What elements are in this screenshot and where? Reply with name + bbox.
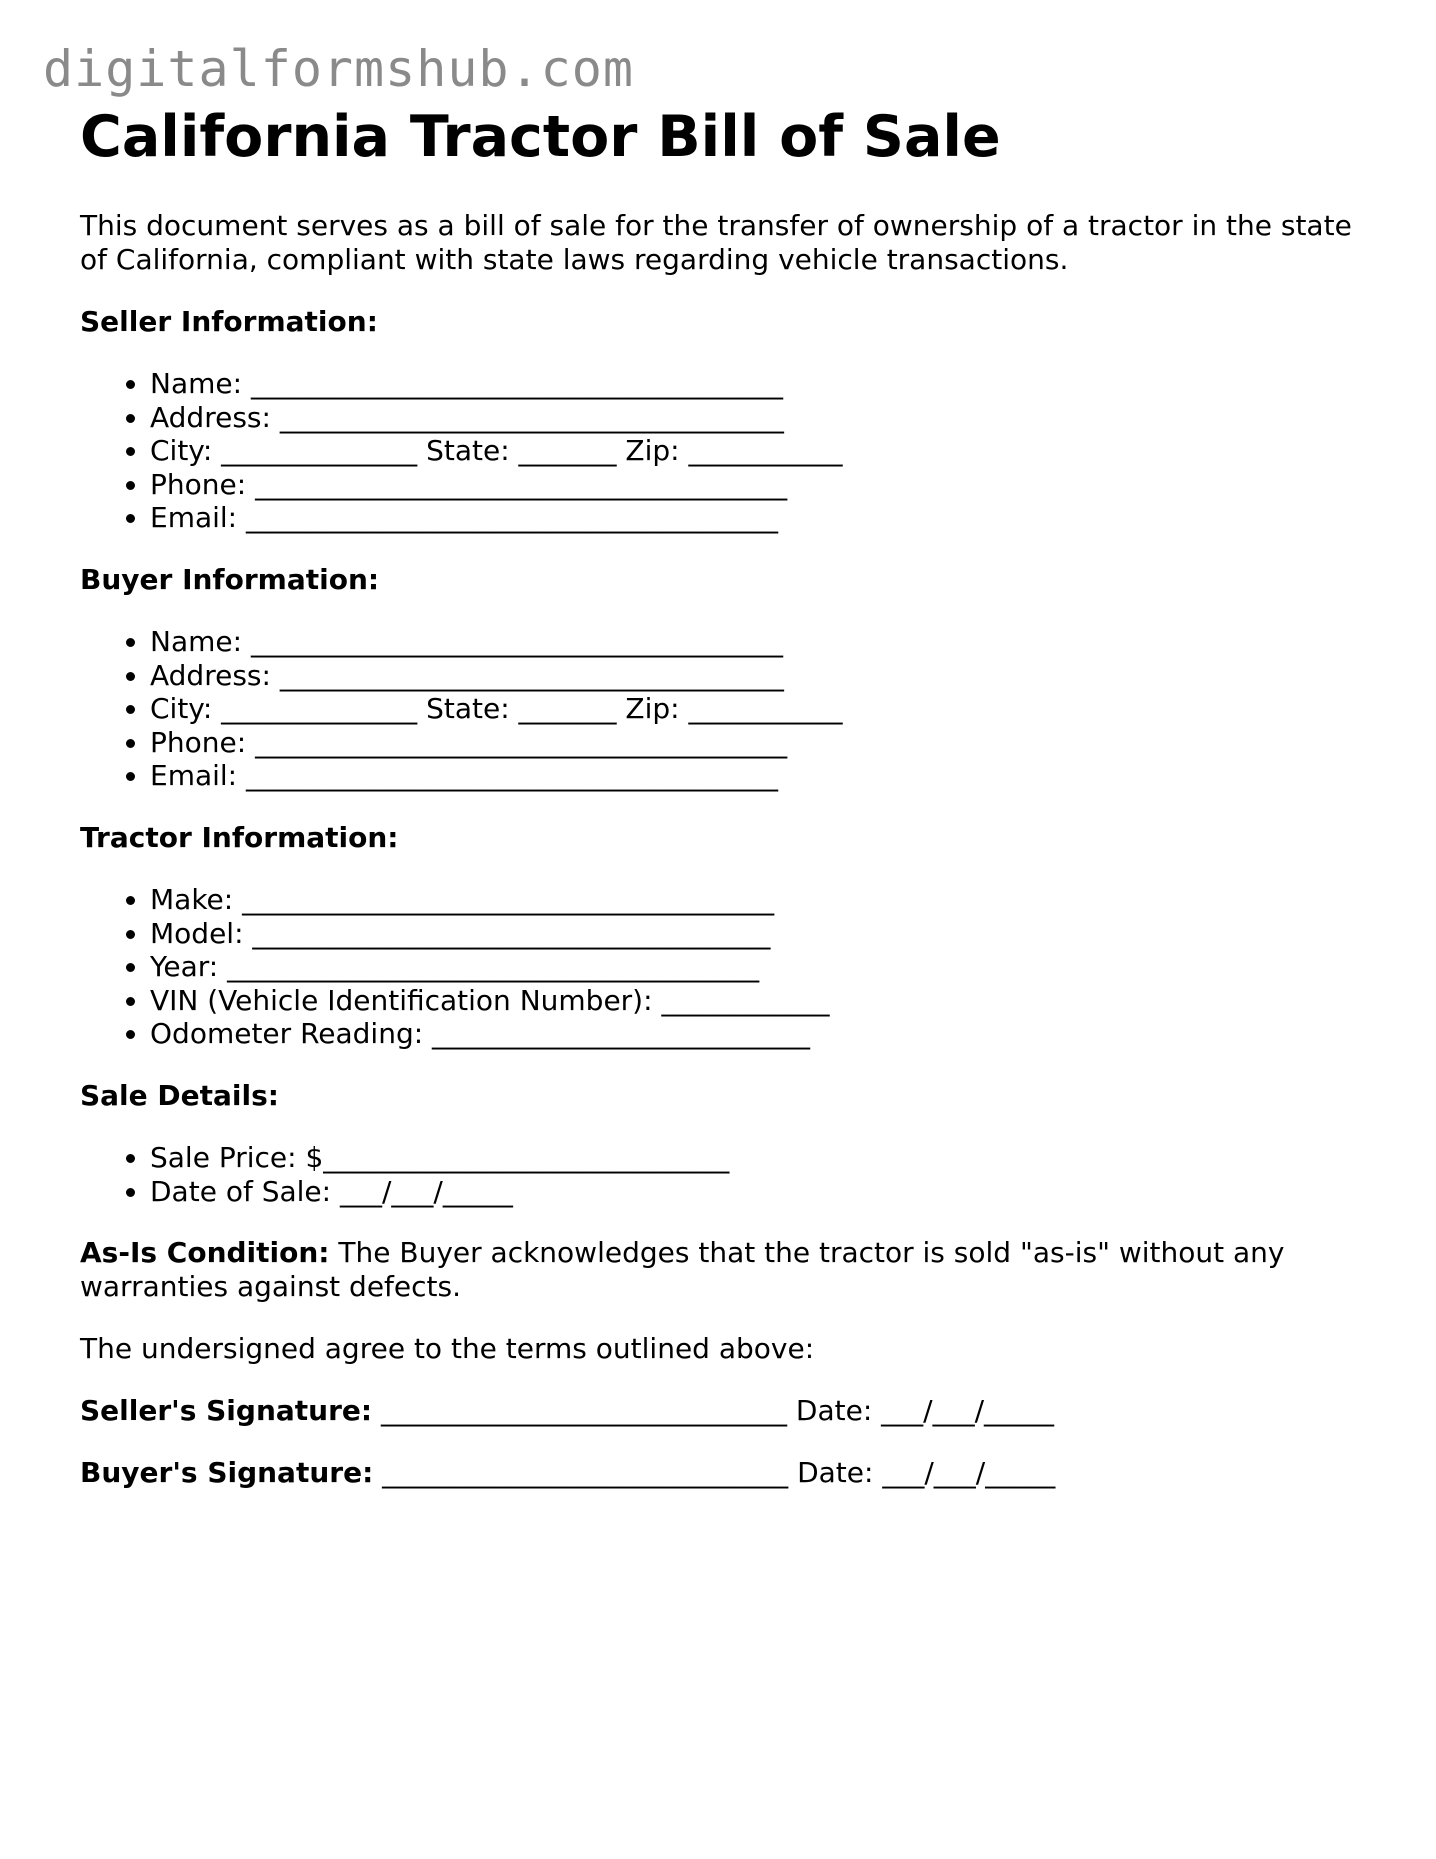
seller-signature-label: Seller's Signature: [80,1394,373,1428]
tractor-odometer-field[interactable]: • Odometer Reading: ___________________________ [150,1017,1380,1051]
as-is-paragraph [80,1236,1380,1304]
seller-phone-field[interactable]: • Phone: ______________________________________ [150,468,1380,502]
buyer-list [80,625,1380,793]
buyer-phone-field[interactable]: • Phone: ______________________________________ [150,726,1380,760]
as-is-text: The Buyer acknowledges that the tractor is sold "as-is" without any warranties against defects. [80,1236,1285,1304]
sale-heading: Sale Details: [80,1078,279,1112]
tractor-heading: Tractor Information: [80,820,399,854]
sale-list [80,1141,1380,1208]
page-title: California Tractor Bill of Sale [80,104,1001,170]
buyer-email-field[interactable]: • Email: ______________________________________ [150,759,1380,793]
seller-name-field[interactable]: • Name: ______________________________________ [150,367,1380,401]
buyer-signature-label: Buyer's Signature: [80,1456,374,1490]
buyer-name-field[interactable]: • Name: ______________________________________ [150,625,1380,659]
tractor-make-field[interactable]: • Make: ______________________________________ [150,883,1380,917]
sale-date-field[interactable]: • Date of Sale: ___/___/_____ [150,1175,1380,1209]
tractor-model-field[interactable]: • Model: _____________________________________ [150,917,1380,951]
buyer-signature-line[interactable]: _____________________________ Date: ___/___/_____ [373,1456,1056,1490]
tractor-vin-field[interactable]: • VIN (Vehicle Identification Number): ____________ [150,984,1380,1018]
intro-paragraph: This document serves as a bill of sale for the transfer of ownership of a tractor in the state of California, compliant with state laws regarding vehicle transactions. [80,209,1352,276]
as-is-label: As-Is Condition: [80,1236,330,1270]
seller-heading: Seller Information: [80,305,378,338]
seller-signature-line[interactable]: _____________________________ Date: ___/___/_____ [372,1394,1055,1428]
buyer-heading: Buyer Information: [80,562,380,596]
sale-price-field[interactable]: • Sale Price: $_____________________________ [150,1141,1380,1175]
agreement-statement: The undersigned agree to the terms outlined above: [80,1332,815,1366]
buyer-signature-row[interactable] [80,1456,1380,1490]
seller-list [80,367,1380,535]
seller-city-state-zip-field[interactable]: • City: ______________ State: _______ Zip: ___________ [150,434,1380,468]
tractor-list [80,883,1380,1051]
buyer-city-state-zip-field[interactable]: • City: ______________ State: _______ Zip: ___________ [150,692,1380,726]
seller-email-field[interactable]: • Email: ______________________________________ [150,501,1380,535]
seller-address-field[interactable]: • Address: ____________________________________ [150,401,1380,435]
seller-signature-row[interactable] [80,1394,1380,1428]
buyer-address-field[interactable]: • Address: ____________________________________ [150,659,1380,693]
watermark: digitalformshub.com [43,40,634,98]
document [80,104,1380,1490]
tractor-year-field[interactable]: • Year: ______________________________________ [150,950,1380,984]
